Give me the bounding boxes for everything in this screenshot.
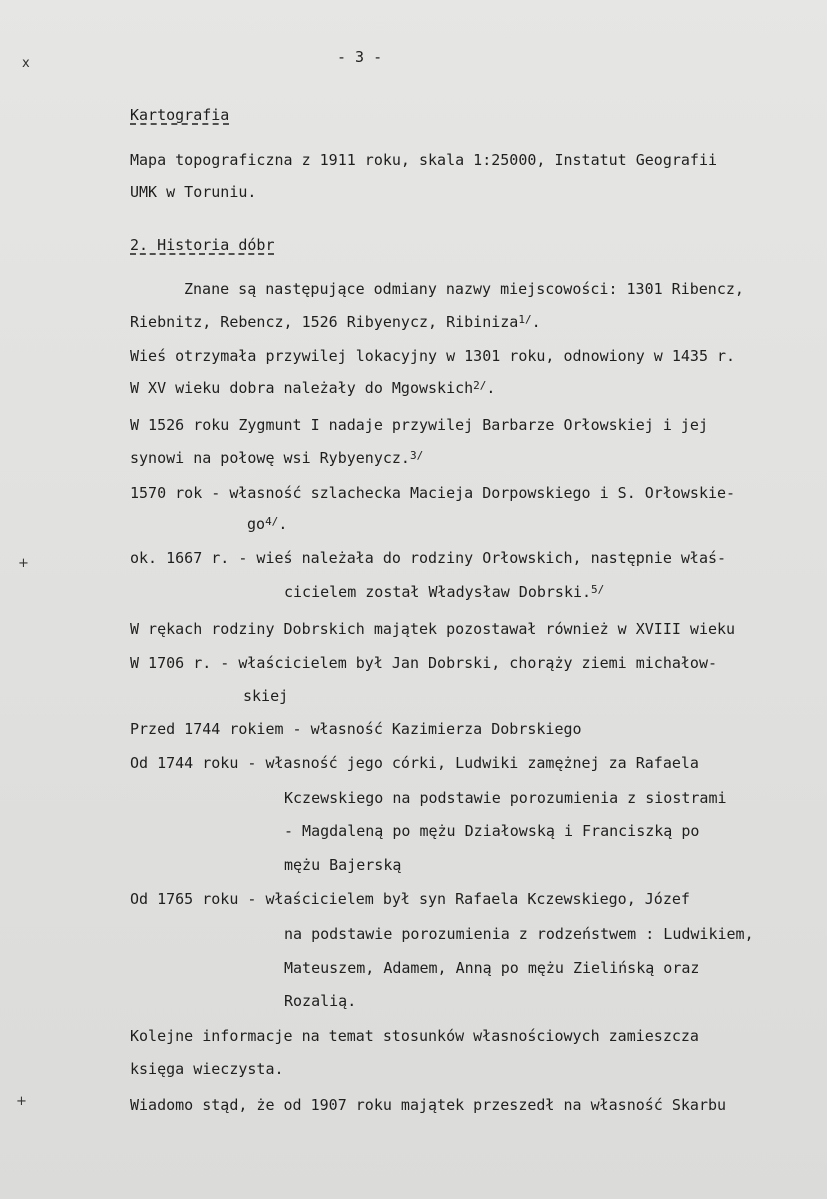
footnote-ref: 2/ — [473, 379, 487, 392]
text-line: Od 1765 roku - właścicielem był syn Rafaela Kczewskiego, Józef — [130, 890, 690, 908]
margin-mark-1: x — [22, 56, 30, 71]
text-line: ok. 1667 r. - wieś należała do rodziny Orłowskich, następnie właś- — [130, 549, 727, 567]
text-line: Kczewskiego na podstawie porozumienia z siostrami — [284, 789, 727, 807]
line-text: W XV wieku dobra należały do Mgowskich — [130, 379, 474, 397]
line-text: go — [247, 515, 266, 533]
cartography-line-2: UMK w Toruniu. — [130, 183, 257, 201]
text-line: W 1706 r. - właścicielem był Jan Dobrski, chorąży ziemi michałow- — [130, 654, 717, 672]
text-line — [130, 313, 541, 333]
text-line — [130, 449, 423, 469]
footnote-ref: 5/ — [591, 583, 605, 596]
line-tail: . — [531, 313, 541, 331]
cartography-heading: Kartografia — [130, 106, 230, 124]
text-line: skiej — [243, 687, 289, 705]
text-line — [284, 583, 604, 603]
text-line: - Magdaleną po mężu Działowską i Franciszką po — [284, 822, 700, 840]
text-line: Rozalią. — [284, 992, 357, 1010]
page-number: - 3 - — [337, 48, 383, 66]
text-line: W 1526 roku Zygmunt I nadaje przywilej Barbarze Orłowskiej i jej — [130, 416, 708, 434]
margin-mark-3: + — [16, 1094, 27, 1109]
text-line: Kolejne informacje na temat stosunków własnościowych zamieszcza — [130, 1027, 699, 1045]
footnote-ref: 1/ — [518, 313, 532, 326]
text-line: księga wieczysta. — [130, 1060, 284, 1078]
line-tail: . — [278, 515, 288, 533]
line-text: synowi na połowę wsi Rybyenycz. — [130, 449, 410, 467]
text-line: Znane są następujące odmiany nazwy miejscowości: 1301 Ribencz, — [184, 280, 744, 298]
history-heading: 2. Historia dóbr — [130, 236, 275, 254]
text-line: Od 1744 roku - własność jego córki, Ludwiki zamężnej za Rafaela — [130, 754, 699, 772]
text-line: na podstawie porozumienia z rodzeństwem : Ludwikiem, — [284, 925, 754, 943]
text-line: Przed 1744 rokiem - własność Kazimierza Dobrskiego — [130, 720, 582, 738]
text-line: mężu Bajerską — [284, 856, 402, 874]
line-tail: . — [486, 379, 496, 397]
cartography-line-1: Mapa topograficzna z 1911 roku, skala 1:25000, Instatut Geografii — [130, 151, 717, 169]
text-line: W rękach rodziny Dobrskich majątek pozostawał również w XVIII wieku — [130, 620, 736, 638]
text-line — [130, 379, 495, 399]
footnote-ref: 3/ — [409, 449, 424, 462]
text-line: Wiadomo stąd, że od 1907 roku majątek przeszedł na własność Skarbu — [130, 1096, 727, 1114]
text-line: Mateuszem, Adamem, Anną po mężu Zielińską oraz — [284, 959, 700, 977]
text-line: 1570 rok - własność szlachecka Macieja Dorpowskiego i S. Orłowskie- — [130, 484, 736, 502]
line-text: Riebnitz, Rebencz, 1526 Ribyenycz, Ribiniza — [130, 313, 519, 331]
line-text: cicielem został Władysław Dobrski. — [284, 583, 592, 601]
footnote-ref: 4/ — [265, 515, 279, 528]
margin-mark-2: + — [18, 556, 29, 571]
text-line — [247, 515, 287, 535]
text-line: Wieś otrzymała przywilej lokacyjny w 1301 roku, odnowiony w 1435 r. — [130, 347, 736, 365]
